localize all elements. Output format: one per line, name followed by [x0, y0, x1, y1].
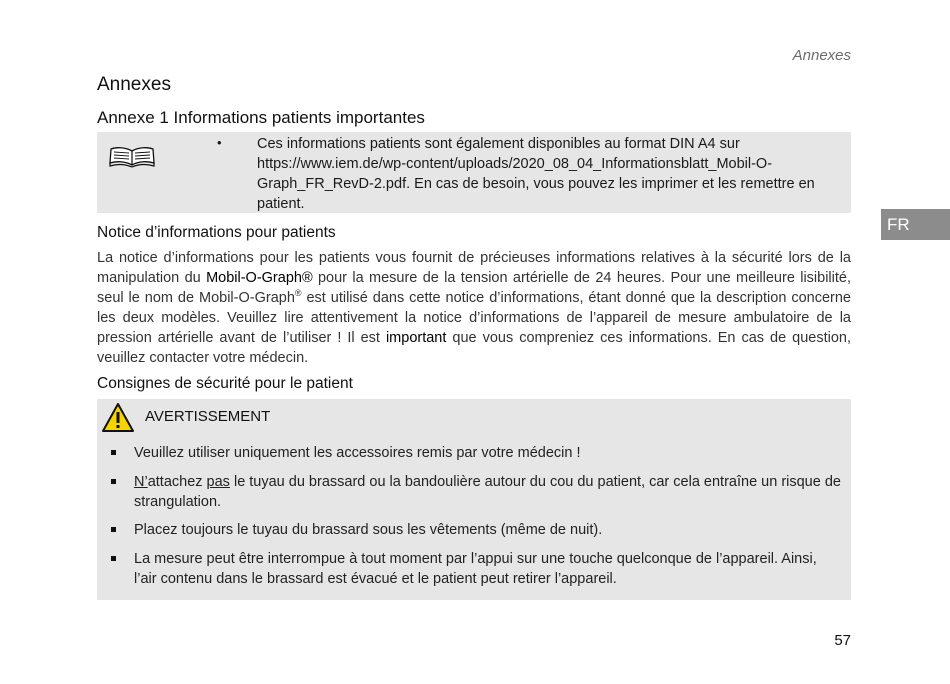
paragraph-text: pour la mesure de la tension artérielle de 24 heures. Pour une meilleure lisibilité, seul le nom de Mobil-O-Graph: [97, 270, 851, 306]
notice-heading: Notice d’informations pour patients: [97, 224, 336, 241]
warning-triangle-icon: [101, 402, 135, 438]
registered-mark: ®: [294, 288, 302, 299]
running-header: Annexes: [792, 47, 851, 64]
paragraph-text: est utilisé dans cette notice d’informations, étant donné que la description concerne les deux modèles. Veuillez lire attentivement la notice d’informations de l’appareil de mesure ambulatoire de la pression artérielle avant de l’utiliser ! Il est: [97, 290, 851, 346]
bullet-square: [111, 556, 116, 561]
list-item: [97, 520, 851, 540]
info-box: [97, 132, 851, 213]
annex-title: Annexe 1 Informations patients importantes: [97, 108, 425, 127]
warning-title: AVERTISSEMENT: [145, 408, 271, 425]
warning-list: [97, 443, 851, 597]
bullet-dot: •: [217, 135, 222, 150]
page-number: 57: [834, 632, 851, 649]
list-item-text: Placez toujours le tuyau du brassard sous les vêtements (même de nuit).: [134, 522, 603, 538]
safety-heading: Consignes de sécurité pour le patient: [97, 375, 353, 392]
section-title: Annexes: [97, 74, 171, 95]
underlined-text: pas: [206, 473, 230, 490]
notice-paragraph: [97, 248, 851, 368]
bullet-square: [111, 527, 116, 532]
paragraph-text: que vous compreniez ces informations. En cas de question, veuillez contacter votre médecin.: [97, 330, 851, 366]
list-item: [97, 443, 851, 463]
list-item: [97, 549, 851, 589]
paragraph-text: La notice d’informations pour les patients vous fournit de précieuses informations relatives à la sécurité lors de la manipulation du: [97, 250, 851, 286]
warning-box: [97, 399, 851, 600]
language-tab: FR: [881, 209, 950, 240]
list-item-text: le tuyau du brassard ou la bandoulière autour du cou du patient, car cela entraîne un risque de strangulation.: [134, 473, 841, 510]
info-text: Ces informations patients sont également disponibles au format DIN A4 sur https://www.iem.de/wp-content/uploads/2020_08_04_Informationsblatt_Mobil-O-Graph_FR_RevD-2.pdf. En cas de besoin, vous pouvez les imprimer et les remettre en patient.: [257, 136, 815, 212]
brand-name: Mobil-O-Graph®: [206, 270, 313, 286]
bullet-square: [111, 450, 116, 455]
list-item: [97, 472, 851, 512]
book-icon: [109, 146, 155, 173]
underlined-text: N’: [134, 473, 148, 490]
list-item-text: Veuillez utiliser uniquement les accessoires remis par votre médecin !: [134, 445, 581, 461]
bullet-square: [111, 479, 116, 484]
list-item-text: attachez: [147, 473, 207, 490]
list-item-text: La mesure peut être interrompue à tout moment par l’appui sur une touche quelconque de l’appareil. Ainsi, l’air contenu dans le brassard est évacué et le patient peut retirer l’appareil.: [134, 550, 817, 587]
important-word: important: [385, 330, 447, 346]
